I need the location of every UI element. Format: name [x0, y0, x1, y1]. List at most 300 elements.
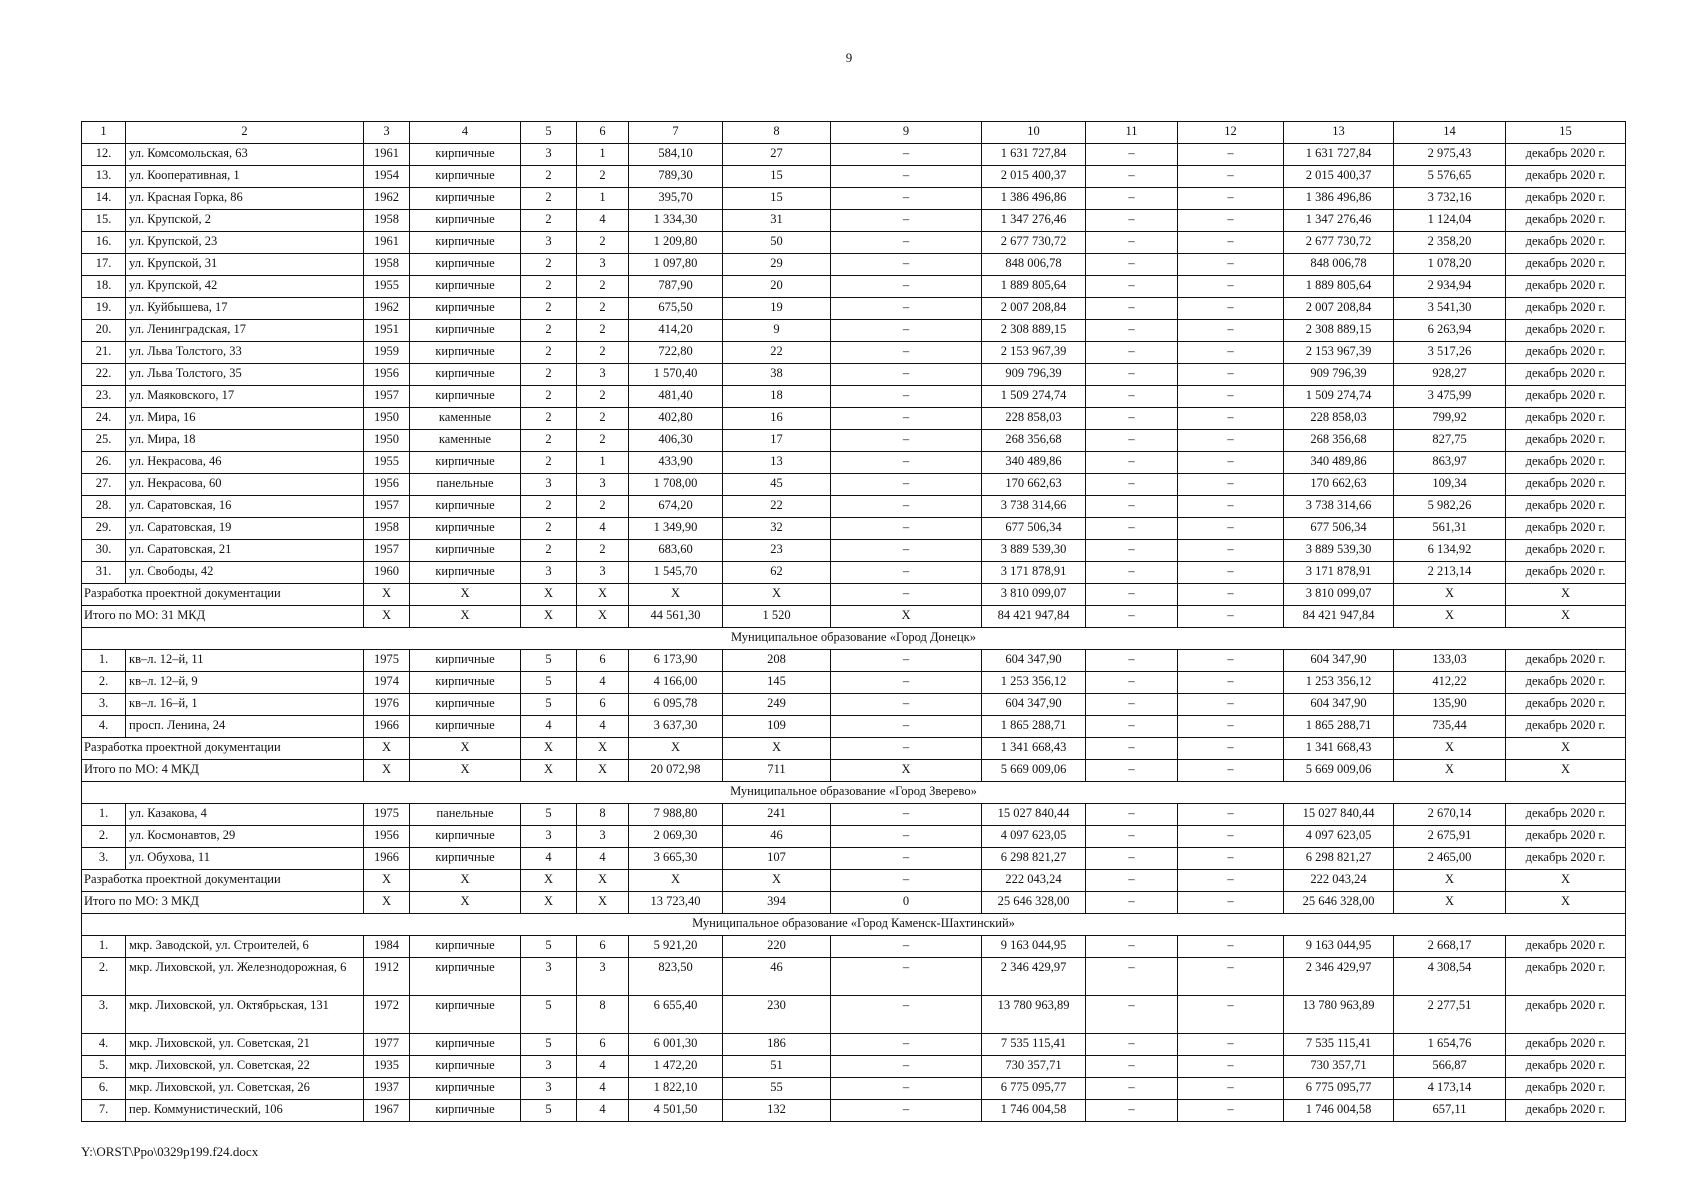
table-cell: 909 796,39 [982, 364, 1086, 386]
summary-cell: 13 723,40 [629, 892, 723, 914]
table-cell: 1912 [364, 958, 410, 996]
table-cell: – [1086, 848, 1178, 870]
table-row [82, 716, 1626, 738]
address-cell: ул. Кооперативная, 1 [126, 166, 364, 188]
table-cell: 7 988,80 [629, 804, 723, 826]
table-cell: 1 545,70 [629, 562, 723, 584]
table-cell: кирпичные [410, 496, 521, 518]
table-cell: 1950 [364, 408, 410, 430]
table-cell: – [831, 144, 982, 166]
table-cell: 46 [723, 958, 831, 996]
table-cell: – [831, 936, 982, 958]
table-cell: 414,20 [629, 320, 723, 342]
table-cell: 3 665,30 [629, 848, 723, 870]
table-cell: 170 662,63 [1284, 474, 1394, 496]
summary-cell: X [577, 584, 629, 606]
summary-cell: – [1178, 892, 1284, 914]
table-cell: 1954 [364, 166, 410, 188]
address-cell: мкр. Лиховской, ул. Советская, 21 [126, 1034, 364, 1056]
summary-cell: X [1506, 606, 1626, 628]
table-cell: – [1086, 408, 1178, 430]
table-cell: 135,90 [1394, 694, 1506, 716]
table-cell: – [1178, 144, 1284, 166]
table-row [82, 1056, 1626, 1078]
table-cell: 4 [577, 716, 629, 738]
table-cell: каменные [410, 408, 521, 430]
table-cell: кирпичные [410, 996, 521, 1034]
table-cell: 145 [723, 672, 831, 694]
table-cell: декабрь 2020 г. [1506, 474, 1626, 496]
address-cell: ул. Ленинградская, 17 [126, 320, 364, 342]
summary-cell: X [723, 870, 831, 892]
table-cell: кирпичные [410, 650, 521, 672]
table-cell: – [1178, 298, 1284, 320]
table-cell: 3 738 314,66 [1284, 496, 1394, 518]
table-cell: 2 [521, 408, 577, 430]
table-body [82, 122, 1626, 1122]
table-cell: 604 347,90 [1284, 694, 1394, 716]
table-cell: 4 097 623,05 [982, 826, 1086, 848]
table-cell: декабрь 2020 г. [1506, 166, 1626, 188]
table-cell: 2 [521, 298, 577, 320]
table-cell: – [831, 320, 982, 342]
table-cell: 5 576,65 [1394, 166, 1506, 188]
table-cell: 1 347 276,46 [1284, 210, 1394, 232]
table-cell: 604 347,90 [982, 650, 1086, 672]
table-row [82, 848, 1626, 870]
table-cell: 170 662,63 [982, 474, 1086, 496]
row-number: 29. [82, 518, 126, 540]
table-cell: 730 357,71 [982, 1056, 1086, 1078]
table-cell: 1 570,40 [629, 364, 723, 386]
table-cell: 3 [521, 826, 577, 848]
column-number-header: 15 [1506, 122, 1626, 144]
table-cell: декабрь 2020 г. [1506, 210, 1626, 232]
table-cell: 6 [577, 936, 629, 958]
column-number-header: 4 [410, 122, 521, 144]
table-cell: 1958 [364, 210, 410, 232]
summary-cell: 3 810 099,07 [982, 584, 1086, 606]
table-cell: – [831, 232, 982, 254]
table-cell: – [1178, 408, 1284, 430]
table-cell: декабрь 2020 г. [1506, 958, 1626, 996]
table-cell: 29 [723, 254, 831, 276]
table-cell: – [831, 1034, 982, 1056]
table-row [82, 540, 1626, 562]
table-cell: 7 535 115,41 [1284, 1034, 1394, 1056]
table-cell: 1 631 727,84 [982, 144, 1086, 166]
table-cell: 340 489,86 [982, 452, 1086, 474]
table-cell: 268 356,68 [982, 430, 1086, 452]
table-cell: 2 [521, 386, 577, 408]
table-cell: 674,20 [629, 496, 723, 518]
section-row [82, 914, 1626, 936]
table-cell: 1 [577, 188, 629, 210]
table-cell: 2 [577, 430, 629, 452]
table-cell: 46 [723, 826, 831, 848]
table-cell: 481,40 [629, 386, 723, 408]
table-cell: декабрь 2020 г. [1506, 364, 1626, 386]
table-cell: 722,80 [629, 342, 723, 364]
table-cell: – [831, 408, 982, 430]
summary-label: Разработка проектной документации [82, 870, 364, 892]
table-cell: кирпичные [410, 210, 521, 232]
table-cell: кирпичные [410, 452, 521, 474]
table-cell: 2 [577, 232, 629, 254]
table-cell: 1 509 274,74 [1284, 386, 1394, 408]
summary-cell: – [1178, 870, 1284, 892]
table-cell: 3 [521, 562, 577, 584]
row-number: 1. [82, 804, 126, 826]
summary-row [82, 892, 1626, 914]
summary-cell: X [1394, 760, 1506, 782]
summary-cell: 25 646 328,00 [1284, 892, 1394, 914]
table-cell: 2 [521, 540, 577, 562]
address-cell: ул. Некрасова, 60 [126, 474, 364, 496]
table-cell: 2 153 967,39 [982, 342, 1086, 364]
row-number: 3. [82, 848, 126, 870]
table-cell: – [831, 848, 982, 870]
summary-row [82, 738, 1626, 760]
summary-cell: 0 [831, 892, 982, 914]
table-cell: 5 921,20 [629, 936, 723, 958]
table-cell: 3 [521, 144, 577, 166]
table-cell: кирпичные [410, 254, 521, 276]
summary-cell: X [1394, 584, 1506, 606]
table-cell: 1 078,20 [1394, 254, 1506, 276]
address-cell: ул. Обухова, 11 [126, 848, 364, 870]
column-number-header: 1 [82, 122, 126, 144]
table-cell: 1972 [364, 996, 410, 1034]
table-cell: – [831, 276, 982, 298]
table-cell: 2 [577, 166, 629, 188]
table-cell: 395,70 [629, 188, 723, 210]
summary-cell: X [831, 606, 982, 628]
table-cell: – [1178, 562, 1284, 584]
table-row [82, 298, 1626, 320]
table-cell: декабрь 2020 г. [1506, 496, 1626, 518]
table-cell: 4 [577, 1078, 629, 1100]
table-cell: 2 [521, 276, 577, 298]
address-cell: ул. Куйбышева, 17 [126, 298, 364, 320]
table-cell: – [831, 474, 982, 496]
table-cell: 2 015 400,37 [982, 166, 1086, 188]
table-cell: – [831, 298, 982, 320]
table-cell: – [831, 518, 982, 540]
table-cell: 1935 [364, 1056, 410, 1078]
summary-cell: X [410, 760, 521, 782]
address-cell: ул. Крупской, 2 [126, 210, 364, 232]
table-cell: декабрь 2020 г. [1506, 826, 1626, 848]
table-cell: 2 [521, 166, 577, 188]
summary-row [82, 606, 1626, 628]
row-number: 23. [82, 386, 126, 408]
table-cell: 1 509 274,74 [982, 386, 1086, 408]
summary-cell: 1 341 668,43 [982, 738, 1086, 760]
table-cell: 1 097,80 [629, 254, 723, 276]
table-cell: 2 [577, 276, 629, 298]
table-cell: 6 298 821,27 [982, 848, 1086, 870]
table-cell: 1958 [364, 254, 410, 276]
table-cell: 2 308 889,15 [982, 320, 1086, 342]
summary-cell: 44 561,30 [629, 606, 723, 628]
summary-cell: X [364, 584, 410, 606]
summary-cell: X [577, 892, 629, 914]
table-cell: 2 346 429,97 [1284, 958, 1394, 996]
table-cell: декабрь 2020 г. [1506, 232, 1626, 254]
table-cell: 186 [723, 1034, 831, 1056]
table-cell: 1975 [364, 804, 410, 826]
table-cell: – [1086, 430, 1178, 452]
table-cell: 2 358,20 [1394, 232, 1506, 254]
table-cell: декабрь 2020 г. [1506, 672, 1626, 694]
table-cell: 433,90 [629, 452, 723, 474]
table-cell: 4 097 623,05 [1284, 826, 1394, 848]
address-cell: пер. Коммунистический, 106 [126, 1100, 364, 1122]
table-cell: кирпичные [410, 364, 521, 386]
table-cell: 230 [723, 996, 831, 1034]
table-cell: 32 [723, 518, 831, 540]
table-cell: 4 [577, 518, 629, 540]
row-number: 24. [82, 408, 126, 430]
table-cell: 1 253 356,12 [1284, 672, 1394, 694]
table-row [82, 144, 1626, 166]
summary-cell: X [629, 738, 723, 760]
table-cell: декабрь 2020 г. [1506, 298, 1626, 320]
table-row [82, 650, 1626, 672]
table-cell: 1977 [364, 1034, 410, 1056]
table-cell: кирпичные [410, 716, 521, 738]
table-cell: – [1178, 474, 1284, 496]
row-number: 3. [82, 694, 126, 716]
table-cell: 3 171 878,91 [982, 562, 1086, 584]
column-number-header: 5 [521, 122, 577, 144]
table-row [82, 210, 1626, 232]
row-number: 4. [82, 1034, 126, 1056]
table-cell: – [831, 804, 982, 826]
table-cell: кирпичные [410, 672, 521, 694]
table-cell: 3 [577, 254, 629, 276]
table-cell: декабрь 2020 г. [1506, 276, 1626, 298]
table-row [82, 386, 1626, 408]
table-cell: 1 865 288,71 [1284, 716, 1394, 738]
table-cell: – [1086, 342, 1178, 364]
summary-cell: X [364, 738, 410, 760]
summary-cell: X [1506, 760, 1626, 782]
table-cell: декабрь 2020 г. [1506, 342, 1626, 364]
summary-cell: 20 072,98 [629, 760, 723, 782]
table-cell: – [831, 826, 982, 848]
table-cell: декабрь 2020 г. [1506, 386, 1626, 408]
table-cell: 5 [521, 1034, 577, 1056]
summary-cell: X [521, 606, 577, 628]
table-cell: 6 095,78 [629, 694, 723, 716]
table-cell: 208 [723, 650, 831, 672]
column-number-header: 12 [1178, 122, 1284, 144]
row-number: 2. [82, 672, 126, 694]
table-row [82, 1078, 1626, 1100]
column-number-header: 7 [629, 122, 723, 144]
table-cell: 2 [521, 452, 577, 474]
summary-cell: 1 520 [723, 606, 831, 628]
summary-cell: X [521, 738, 577, 760]
table-cell: 675,50 [629, 298, 723, 320]
table-cell: 2 [577, 342, 629, 364]
table-cell: 3 [521, 1056, 577, 1078]
table-cell: – [1086, 474, 1178, 496]
table-cell: декабрь 2020 г. [1506, 188, 1626, 210]
column-number-header: 13 [1284, 122, 1394, 144]
table-cell: кирпичные [410, 386, 521, 408]
table-cell: 566,87 [1394, 1056, 1506, 1078]
table-cell: 1955 [364, 452, 410, 474]
table-cell: – [1086, 1034, 1178, 1056]
address-cell: ул. Крупской, 31 [126, 254, 364, 276]
table-cell: 38 [723, 364, 831, 386]
table-row [82, 672, 1626, 694]
table-cell: 9 163 044,95 [1284, 936, 1394, 958]
summary-cell: X [1394, 738, 1506, 760]
table-cell: – [1086, 188, 1178, 210]
table-cell: 1 124,04 [1394, 210, 1506, 232]
table-cell: – [1086, 672, 1178, 694]
table-cell: 4 [577, 210, 629, 232]
table-cell: 5 [521, 1100, 577, 1122]
summary-cell: 84 421 947,84 [982, 606, 1086, 628]
table-cell: – [1178, 320, 1284, 342]
table-cell: – [831, 342, 982, 364]
table-cell: 2 346 429,97 [982, 958, 1086, 996]
table-cell: 6 173,90 [629, 650, 723, 672]
table-row [82, 320, 1626, 342]
table-cell: – [1086, 298, 1178, 320]
table-cell: 45 [723, 474, 831, 496]
table-cell: 18 [723, 386, 831, 408]
table-cell: 3 [577, 364, 629, 386]
table-cell: 3 [521, 474, 577, 496]
table-cell: 1 889 805,64 [1284, 276, 1394, 298]
table-cell: 3 [577, 826, 629, 848]
table-cell: – [1086, 496, 1178, 518]
table-cell: 1 [577, 144, 629, 166]
table-cell: 132 [723, 1100, 831, 1122]
table-cell: декабрь 2020 г. [1506, 144, 1626, 166]
summary-cell: X [1506, 738, 1626, 760]
row-number: 1. [82, 650, 126, 672]
table-cell: 1 654,76 [1394, 1034, 1506, 1056]
table-cell: 3 [577, 474, 629, 496]
address-cell: мкр. Заводской, ул. Строителей, 6 [126, 936, 364, 958]
table-cell: – [1178, 166, 1284, 188]
table-cell: кирпичные [410, 540, 521, 562]
table-cell: 4 [521, 848, 577, 870]
table-cell: – [1178, 188, 1284, 210]
table-cell: 909 796,39 [1284, 364, 1394, 386]
table-cell: – [1178, 364, 1284, 386]
table-cell: 2 [521, 210, 577, 232]
table-cell: – [1086, 144, 1178, 166]
row-number: 19. [82, 298, 126, 320]
table-cell: 2 [521, 342, 577, 364]
table-cell: – [1178, 342, 1284, 364]
table-row [82, 518, 1626, 540]
table-row [82, 232, 1626, 254]
row-number: 1. [82, 936, 126, 958]
table-cell: – [831, 694, 982, 716]
table-cell: 4 166,00 [629, 672, 723, 694]
table-cell: – [831, 540, 982, 562]
table-cell: 2 [521, 364, 577, 386]
table-row [82, 254, 1626, 276]
table-cell: 412,22 [1394, 672, 1506, 694]
table-cell: 5 [521, 672, 577, 694]
table-cell: 2 153 967,39 [1284, 342, 1394, 364]
table-cell: декабрь 2020 г. [1506, 848, 1626, 870]
table-cell: 1 822,10 [629, 1078, 723, 1100]
table-cell: декабрь 2020 г. [1506, 996, 1626, 1034]
table-cell: 15 [723, 188, 831, 210]
summary-cell: 1 341 668,43 [1284, 738, 1394, 760]
table-cell: 6 [577, 1034, 629, 1056]
table-cell: – [1086, 562, 1178, 584]
column-number-header: 2 [126, 122, 364, 144]
table-cell: 2 677 730,72 [1284, 232, 1394, 254]
table-cell: декабрь 2020 г. [1506, 1056, 1626, 1078]
row-number: 18. [82, 276, 126, 298]
table-cell: 31 [723, 210, 831, 232]
table-cell: декабрь 2020 г. [1506, 1100, 1626, 1122]
table-cell: – [1086, 936, 1178, 958]
table-cell: 1966 [364, 716, 410, 738]
summary-cell: 222 043,24 [1284, 870, 1394, 892]
summary-cell: 5 669 009,06 [1284, 760, 1394, 782]
row-number: 5. [82, 1056, 126, 1078]
address-cell: ул. Маяковского, 17 [126, 386, 364, 408]
table-cell: 3 [577, 562, 629, 584]
address-cell: ул. Саратовская, 21 [126, 540, 364, 562]
row-number: 6. [82, 1078, 126, 1100]
table-cell: – [1178, 496, 1284, 518]
table-cell: кирпичные [410, 848, 521, 870]
table-cell: 1961 [364, 232, 410, 254]
section-row [82, 628, 1626, 650]
table-cell: – [1086, 320, 1178, 342]
table-cell: 3 889 539,30 [1284, 540, 1394, 562]
row-number: 20. [82, 320, 126, 342]
table-row [82, 342, 1626, 364]
table-cell: декабрь 2020 г. [1506, 408, 1626, 430]
table-cell: 1962 [364, 188, 410, 210]
column-number-header: 8 [723, 122, 831, 144]
table-cell: 1975 [364, 650, 410, 672]
table-row [82, 1100, 1626, 1122]
table-cell: 5 [521, 996, 577, 1034]
table-cell: 2 675,91 [1394, 826, 1506, 848]
section-row [82, 782, 1626, 804]
table-cell: кирпичные [410, 826, 521, 848]
table-cell: – [1178, 1100, 1284, 1122]
table-cell: – [1086, 1078, 1178, 1100]
table-cell: 13 [723, 452, 831, 474]
summary-cell: X [410, 870, 521, 892]
table-cell: 1955 [364, 276, 410, 298]
table-cell: – [1178, 826, 1284, 848]
table-cell: 823,50 [629, 958, 723, 996]
address-cell: ул. Мира, 16 [126, 408, 364, 430]
summary-cell: X [364, 760, 410, 782]
table-cell: 2 015 400,37 [1284, 166, 1394, 188]
summary-cell: – [831, 870, 982, 892]
